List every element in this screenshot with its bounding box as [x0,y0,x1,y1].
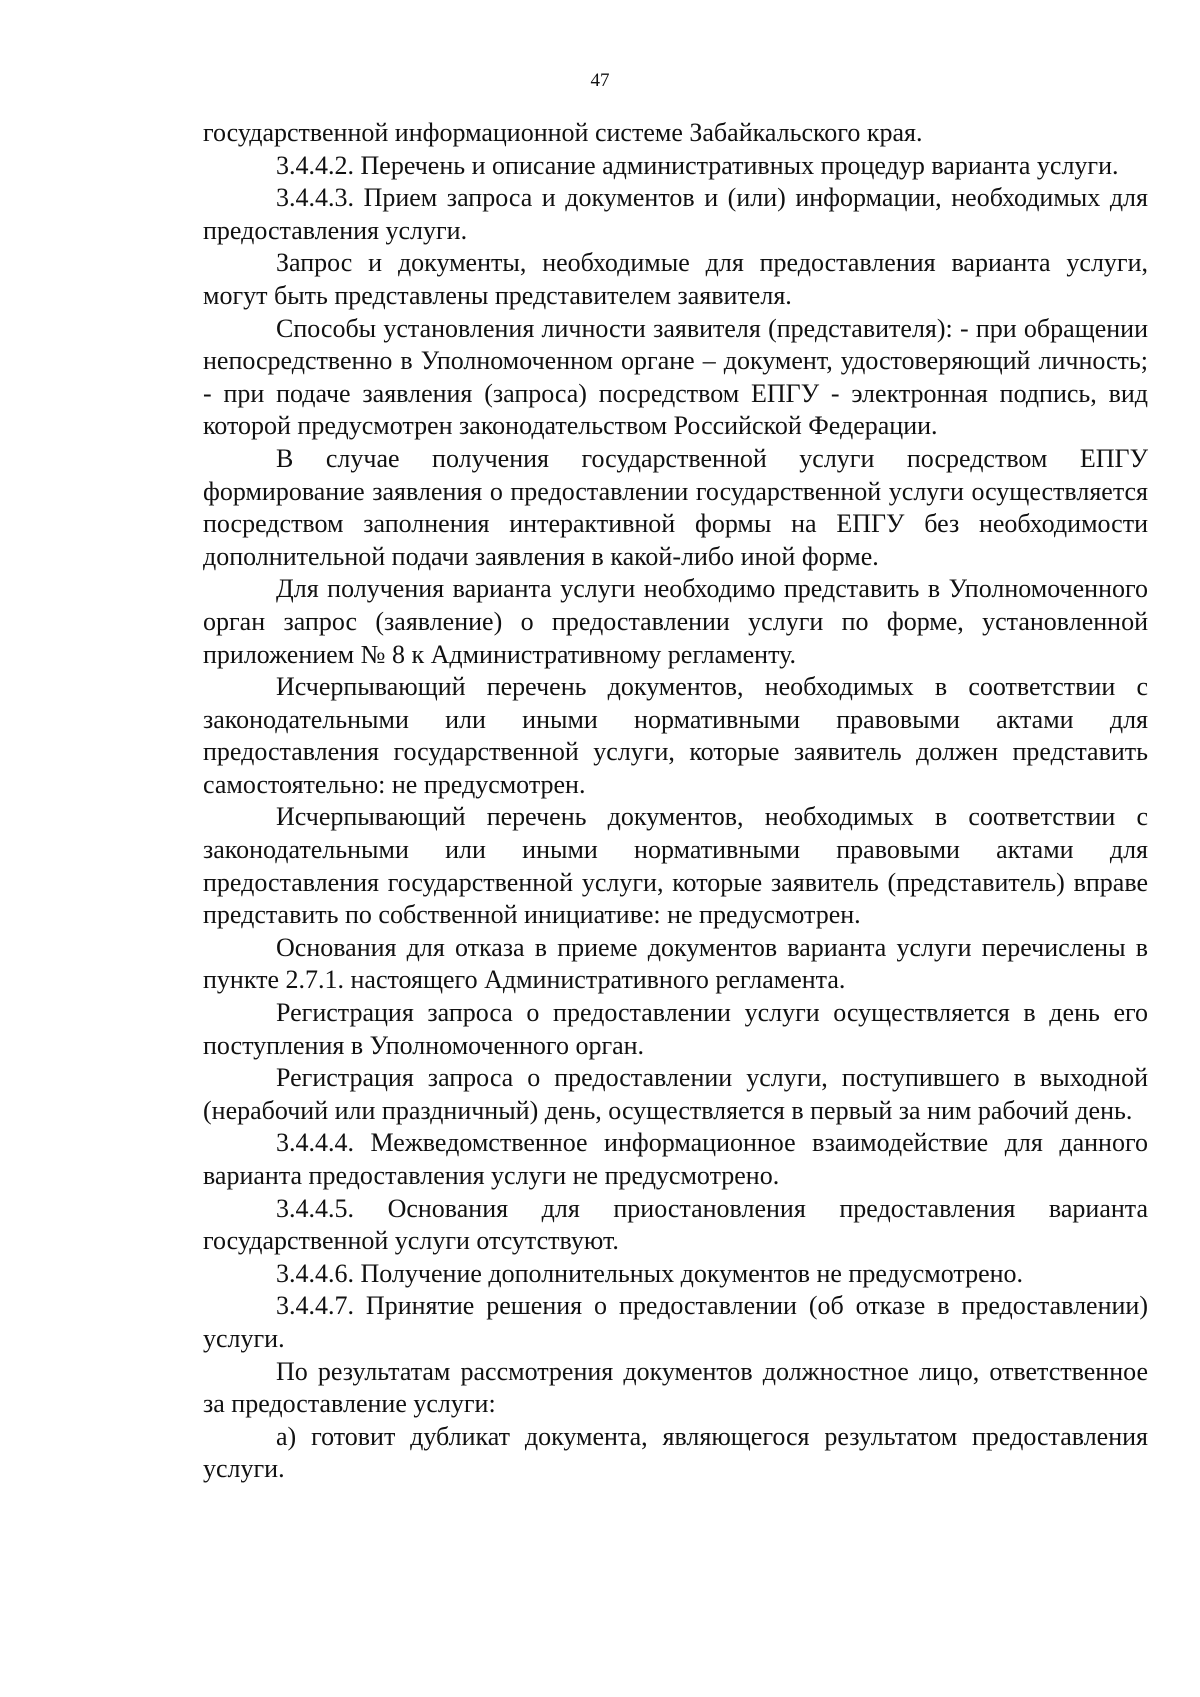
paragraph-3-4-4-6: 3.4.4.6. Получение дополнительных документов не предусмотрено. [276,1258,1024,1288]
paragraph-epgu-form: В случае получения государственной услуги посредством ЕПГУ формирование заявления о предоставлении государственной услуги осуществляется посредством заполнения интерактивной формы на ЕПГУ без необходимости дополнительной подачи заявления в какой-либо иной форме. [203,443,1148,571]
page-number: 47 [590,70,610,91]
paragraph-required-documents: Исчерпывающий перечень документов, необходимых в соответствии с законодательными или иными нормативными правовыми актами для предоставления государственной услуги, которые заявитель должен представить самостоятельно: не предусмотрен. [203,672,1148,799]
paragraph-item-a: а) готовит дубликат документа, являющегося результатом предоставления услуги. [203,1421,1148,1484]
document-body [203,117,1148,1486]
paragraph-3-4-4-3: 3.4.4.3. Прием запроса и документов и (или) информации, необходимых для предоставления услуги. [203,183,1148,245]
paragraph-registration: Регистрация запроса о предоставлении услуги осуществляется в день его поступления в Уполномоченного орган. [203,998,1148,1060]
paragraph-3-4-4-7: 3.4.4.7. Принятие решения о предоставлении (об отказе в предоставлении) услуги. [203,1291,1148,1353]
paragraph-3-4-4-4: 3.4.4.4. Межведомственное информационное взаимодействие для данного варианта предоставления услуги не предусмотрено. [203,1128,1148,1190]
paragraph-3-4-4-5: 3.4.4.5. Основания для приостановления предоставления варианта государственной услуги отсутствуют. [203,1193,1148,1256]
paragraph-request-documents: Запрос и документы, необходимые для предоставления варианта услуги, могут быть представлены представителем заявителя. [203,248,1148,310]
paragraph-refusal-grounds: Основания для отказа в приеме документов варианта услуги перечислены в пункте 2.7.1. настоящего Административного регламента. [203,932,1148,995]
paragraph-3-4-4-2: 3.4.4.2. Перечень и описание административных процедур варианта услуги. [276,150,1119,180]
paragraph-identity-methods: Способы установления личности заявителя (представителя): - при обращении непосредственно в Уполномоченном органе – документ, удостоверяющий личность; - при подаче заявления (запроса) посредством ЕПГУ - электронная подпись, вид которой предусмотрен законодательством Российской Федерации. [203,313,1148,441]
paragraph-registration-holiday: Регистрация запроса о предоставлении услуги, поступившего в выходной (нерабочий или праздничный) день, осуществляется в первый за ним рабочий день. [203,1063,1148,1125]
paragraph-review-results: По результатам рассмотрения документов должностное лицо, ответственное за предоставление услуги: [203,1356,1148,1419]
paragraph-submission: Для получения варианта услуги необходимо представить в Уполномоченного орган запрос (заявление) о предоставлении услуги по форме, установленной приложением № 8 к Административному регламенту. [203,574,1148,669]
paragraph-continuation: государственной информационной системе Забайкальского края. [203,118,923,147]
paragraph-optional-documents: Исчерпывающий перечень документов, необходимых в соответствии с законодательными или иными нормативными правовыми актами для предоставления государственной услуги, которые заявитель (представитель) вправе представить по собственной инициативе: не предусмотрен. [203,802,1148,930]
